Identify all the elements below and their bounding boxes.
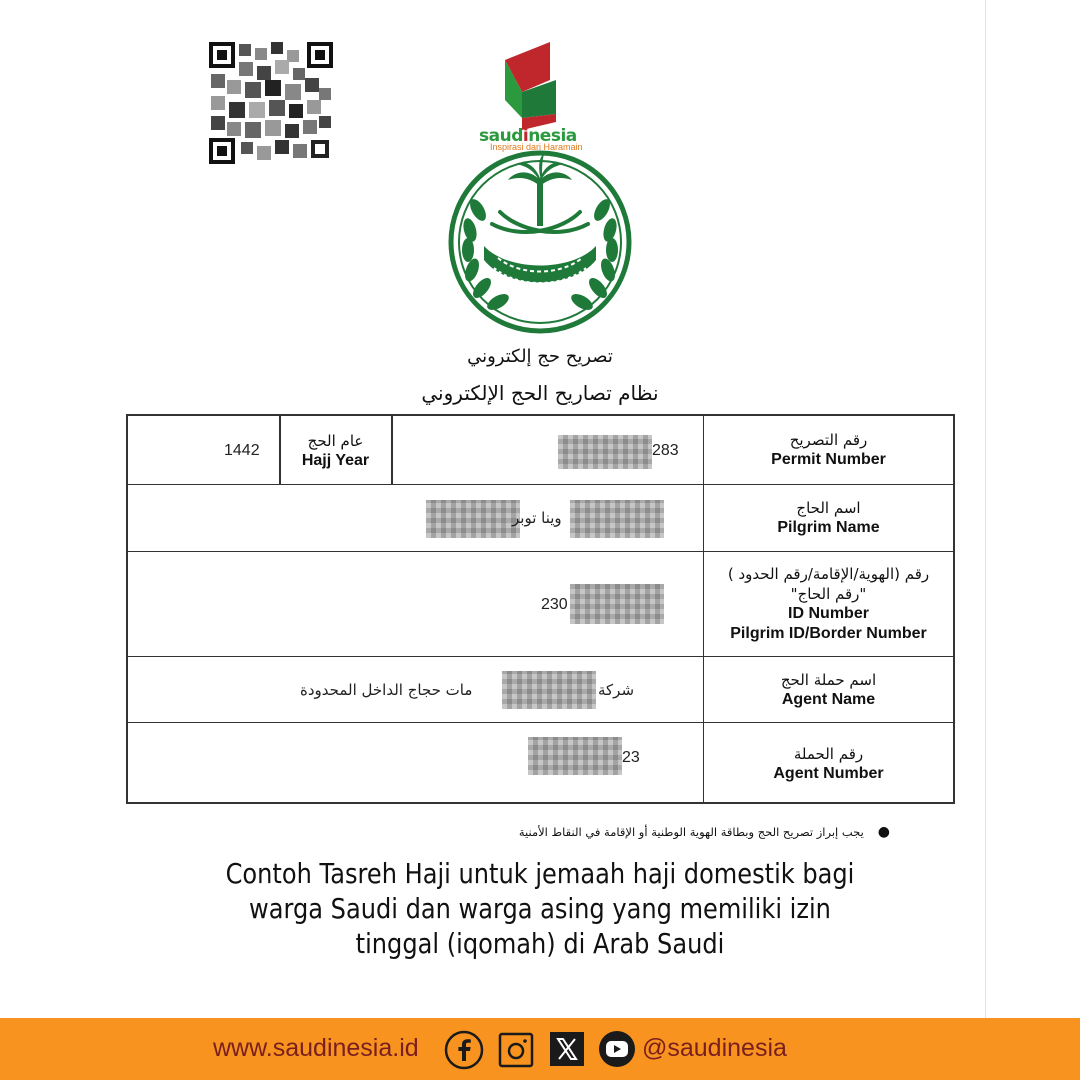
caption-line: tinggal (iqomah) di Arab Saudi <box>355 927 725 960</box>
brand-name-part: nesia <box>528 126 577 146</box>
pilgrim-name-label-ar: اسم الحاج <box>796 499 861 517</box>
x-icon[interactable] <box>548 1030 586 1068</box>
permit-table <box>126 414 955 804</box>
agent-name-label-ar: اسم حملة الحج <box>780 670 877 689</box>
document-subtitle: نظام تصاريح الحج الإلكتروني <box>421 381 659 405</box>
hajj-year-value: 1442 <box>224 442 260 459</box>
permit-number-label <box>703 416 953 484</box>
redacted-value <box>570 584 664 624</box>
permit-number-row <box>128 416 953 485</box>
agent-number-label-ar: رقم الحملة <box>793 744 864 763</box>
pilgrim-name-value: وينا توبر <box>512 509 562 527</box>
youtube-icon[interactable] <box>598 1030 636 1068</box>
pilgrim-name-label-en: Pilgrim Name <box>777 519 880 536</box>
pilgrim-name-row <box>128 485 953 552</box>
security-note-text: يجب إبراز تصريح الحج وبطاقة الهوية الوطنية أو الإقامة في النقاط الأمنية <box>518 825 864 839</box>
social-handle[interactable]: @saudinesia <box>642 1034 787 1062</box>
pilgrim-name-label <box>703 485 953 551</box>
facebook-icon[interactable] <box>444 1030 484 1070</box>
hajj-year-label-en: Hajj Year <box>301 451 370 469</box>
brand-name-part: i <box>522 126 529 146</box>
agent-name-value-suffix: مات حجاج الداخل المحدودة <box>300 681 473 699</box>
redacted-value <box>502 671 596 709</box>
permit-number-label-ar: رقم التصريح <box>789 431 868 449</box>
cell-divider <box>391 416 393 485</box>
id-number-label <box>703 552 953 656</box>
id-number-label-en: ID Number <box>788 605 869 622</box>
id-number-label-ar: رقم (الهوية/الإقامة/رقم الحدود ) <box>727 565 930 583</box>
id-number-row <box>128 552 953 657</box>
agent-number-label-en: Agent Number <box>773 764 884 782</box>
permit-number-label-en: Permit Number <box>771 451 886 468</box>
agent-number-label <box>703 723 953 804</box>
permit-number-value: 283 <box>652 442 679 459</box>
agent-name-label <box>703 657 953 722</box>
redacted-value <box>528 737 622 775</box>
agent-name-row <box>128 657 953 723</box>
website-link[interactable]: www.saudinesia.id <box>213 1034 419 1062</box>
id-number-label-en-2: Pilgrim ID/Border Number <box>730 625 927 642</box>
redacted-value <box>558 435 652 469</box>
agent-number-value: 23 <box>622 749 640 766</box>
agent-name-value-prefix: شركة <box>598 681 635 699</box>
hajj-year-label <box>280 416 391 485</box>
ministry-of-interior-emblem-icon <box>448 150 632 334</box>
page-edge-divider <box>985 0 986 1018</box>
brand-tagline: Inspirasi dari Haramain <box>490 142 583 152</box>
brand-name-part: saud <box>479 126 523 146</box>
agent-number-row <box>128 723 953 804</box>
footer-bar <box>0 1018 1080 1080</box>
bullet-icon: ● <box>877 824 890 840</box>
caption-line: warga Saudi dan warga asing yang memiliki izin <box>249 892 831 925</box>
id-number-value: 230 <box>541 596 568 613</box>
qr-code <box>207 40 335 166</box>
caption <box>196 856 884 961</box>
redacted-value <box>426 500 520 538</box>
id-number-label-ar-2: "رقم الحاج" <box>790 585 867 603</box>
security-note <box>380 824 890 840</box>
agent-name-label-en: Agent Name <box>781 690 876 708</box>
hajj-year-label-ar: عام الحج <box>307 431 364 450</box>
document-title: تصريح حج إلكتروني <box>467 346 613 367</box>
instagram-icon[interactable] <box>496 1030 536 1070</box>
caption-line: Contoh Tasreh Haji untuk jemaah haji domestik bagi <box>225 857 855 890</box>
redacted-value <box>570 500 664 538</box>
